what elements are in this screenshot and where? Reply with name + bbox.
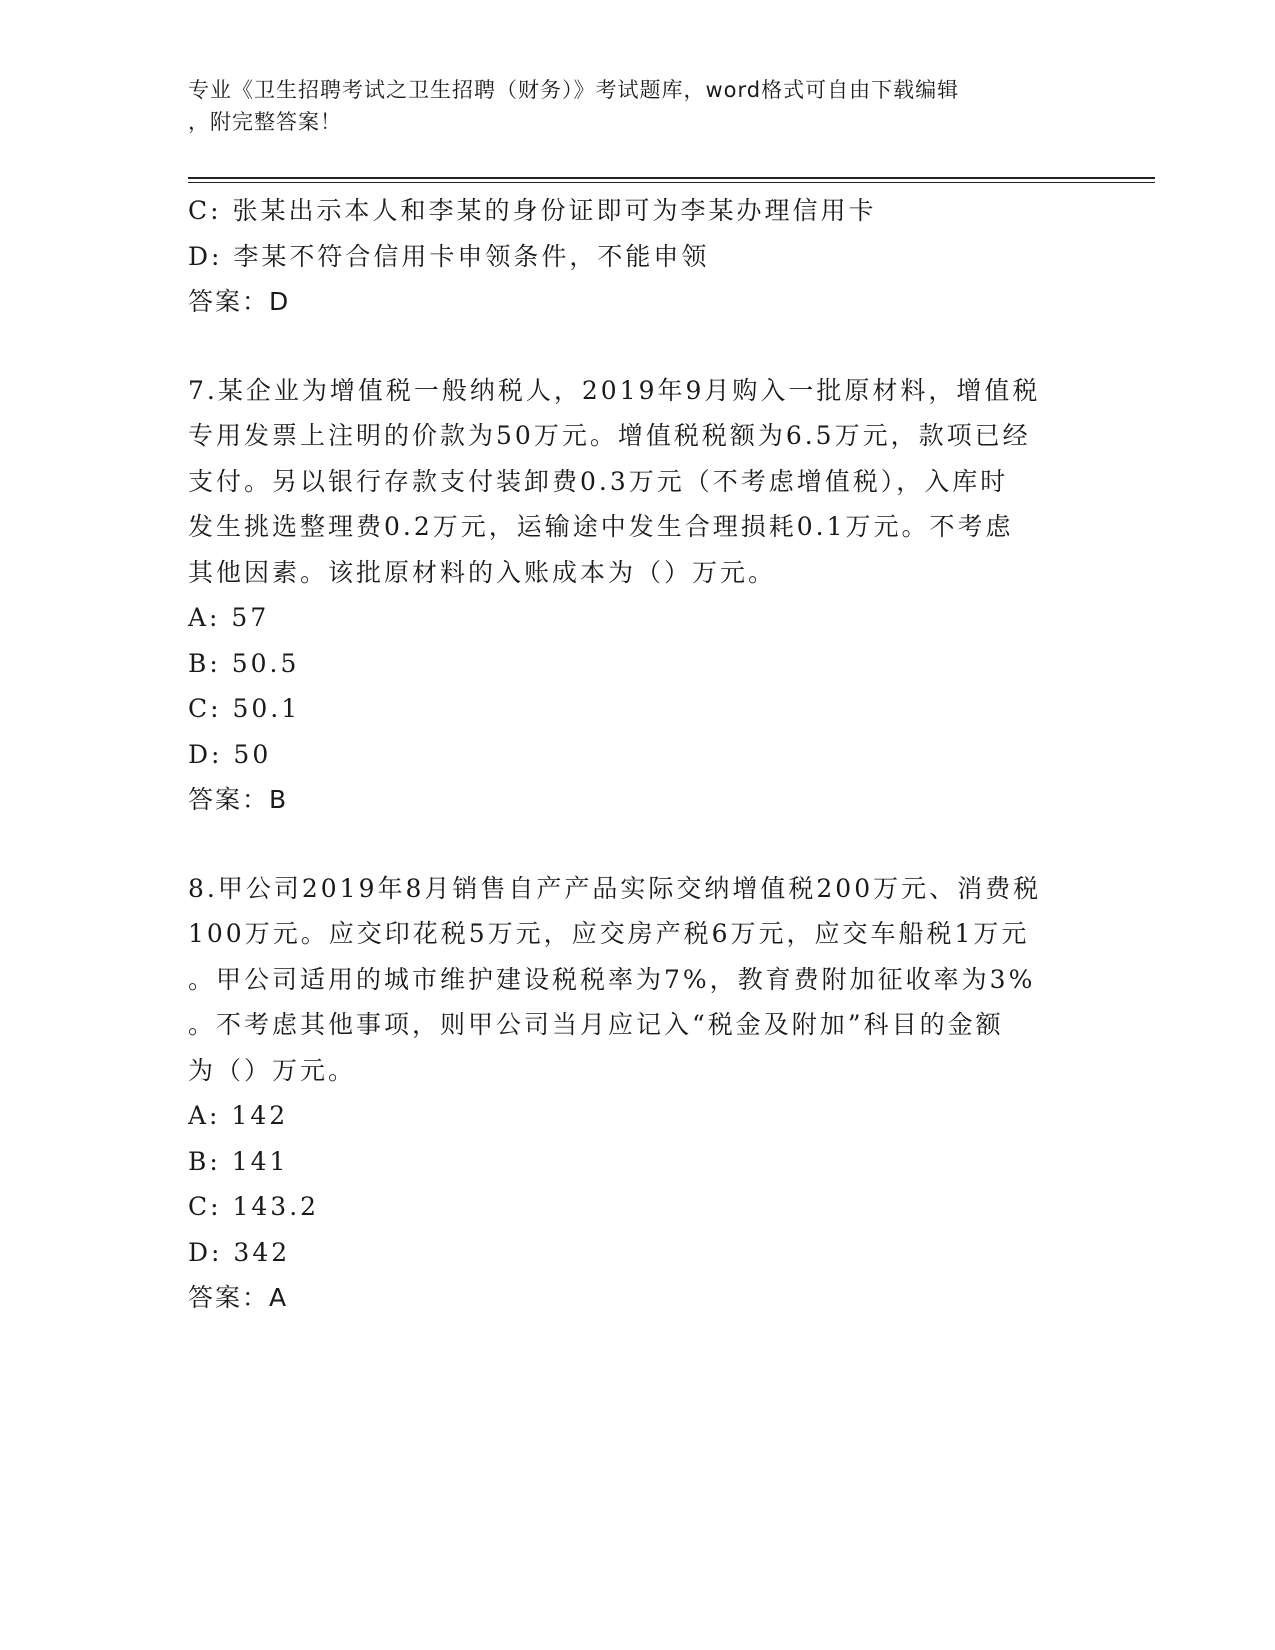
answer-line: 答案：D xyxy=(188,287,291,316)
option-d: D: 50 xyxy=(188,739,272,769)
question-text-line: 发生挑选整理费0.2万元，运输途中发生合理损耗0.1万元。不考虑 xyxy=(188,512,1014,541)
question-text-line: 100万元。应交印花税5万元，应交房产税6万元，应交车船税1万元 xyxy=(188,919,1030,948)
option-c: C: 50.1 xyxy=(188,694,301,723)
question-text-line: 。不考虑其他事项，则甲公司当月应记入“税金及附加”科目的金额 xyxy=(188,1010,1004,1039)
option-b: B: 50.5 xyxy=(188,648,300,678)
option-d: D: 342 xyxy=(188,1237,291,1267)
question-spacer xyxy=(188,823,1088,866)
option-a: A: 142 xyxy=(188,1101,289,1130)
option-a: A: 57 xyxy=(188,603,270,632)
answer-line: 答案：A xyxy=(188,1283,289,1312)
answer-line: 答案：B xyxy=(188,785,289,814)
document-body xyxy=(188,188,1088,1321)
header-line-1: 专业《卫生招聘考试之卫生招聘（财务）》考试题库，word格式可自由下载编辑 xyxy=(188,78,960,102)
option-d: D: 李某不符合信用卡申领条件，不能申领 xyxy=(188,241,710,271)
question-text-line: 7.某企业为增值税一般纳税人，2019年9月购入一批原材料，增值税 xyxy=(188,375,1041,405)
question-text-line: 其他因素。该批原材料的入账成本为（）万元。 xyxy=(188,557,777,587)
option-b: B: 141 xyxy=(188,1146,289,1176)
question-spacer xyxy=(188,325,1088,368)
option-c: C: 143.2 xyxy=(188,1192,320,1221)
question-7 xyxy=(188,368,1088,823)
question-8 xyxy=(188,866,1088,1321)
question-text-line: 专用发票上注明的价款为50万元。增值税税额为6.5万元，款项已经 xyxy=(188,421,1031,450)
option-c: C: 张某出示本人和李某的身份证即可为李某办理信用卡 xyxy=(188,196,877,225)
question-6-tail xyxy=(188,188,1088,325)
document-header xyxy=(188,74,1068,138)
question-text-line: 8.甲公司2019年8月销售自产产品实际交纳增值税200万元、消费税 xyxy=(188,873,1042,903)
question-text-line: 。甲公司适用的城市维护建设税税率为7%，教育费附加征收率为3% xyxy=(188,964,1036,994)
header-divider-thick xyxy=(188,177,1155,179)
question-text-line: 支付。另以银行存款支付装卸费0.3万元（不考虑增值税），入库时 xyxy=(188,466,1009,496)
header-line-2: ，附完整答案！ xyxy=(188,110,342,134)
question-text-line: 为（）万元。 xyxy=(188,1055,357,1085)
header-divider-thin xyxy=(188,182,1155,183)
